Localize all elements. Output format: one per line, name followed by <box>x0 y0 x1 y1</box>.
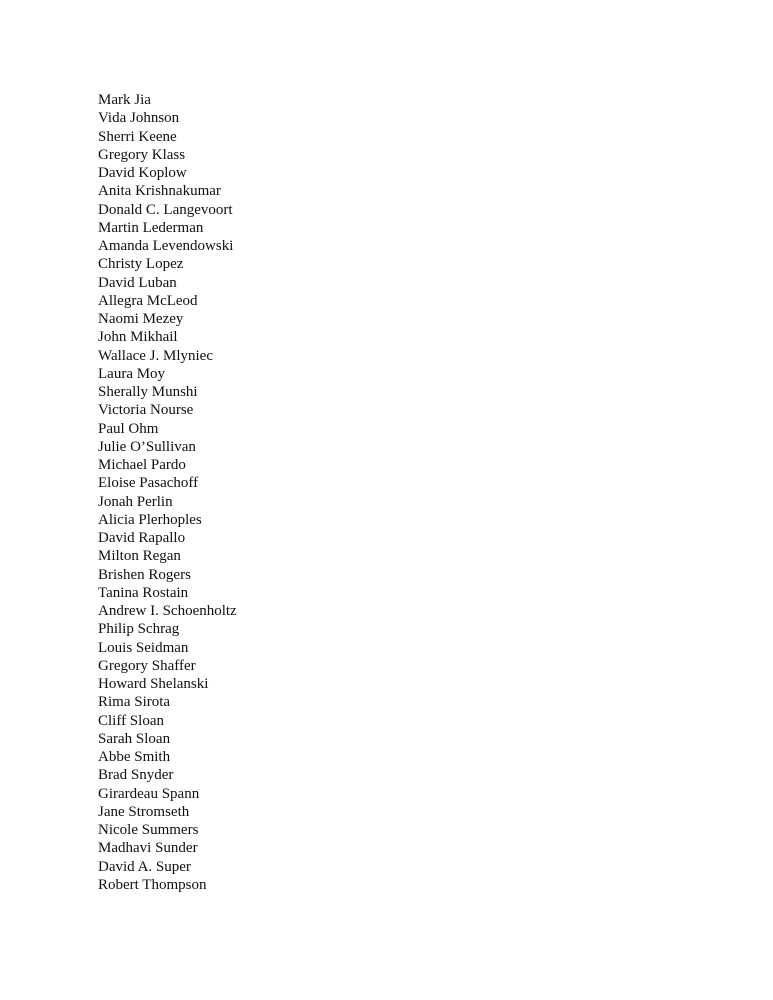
signatory-name: Mark Jia <box>98 92 151 108</box>
signatory-name: Michael Pardo <box>98 457 186 473</box>
signatory-name: Abbe Smith <box>98 749 171 765</box>
signatory-name: David A. Super <box>98 858 191 875</box>
signatory-name: Gregory Shaffer <box>98 657 196 674</box>
signatory-name: Gregory Klass <box>98 146 186 163</box>
signatory-name: Milton Regan <box>98 548 181 565</box>
signatory-name: Eloise Pasachoff <box>98 475 199 492</box>
signatory-name: Paul Ohm <box>98 420 159 437</box>
signatory-name: Brishen Rogers <box>98 566 191 583</box>
signatory-name: Andrew I. Schoenholtz <box>98 603 237 619</box>
signatory-name: Girardeau Spann <box>98 785 200 802</box>
signatory-name: David Luban <box>98 274 177 291</box>
signatory-name: Jane Stromseth <box>98 803 190 820</box>
signatory-name: Christy Lopez <box>98 256 184 273</box>
signatory-name: David Koplow <box>98 165 187 181</box>
signatory-name: John Mikhail <box>98 329 178 346</box>
signatory-name: Donald C. Langevoort <box>98 201 233 218</box>
signatory-name: Howard Shelanski <box>98 676 209 692</box>
signatory-name: Martin Lederman <box>98 219 204 236</box>
signatory-name: Sherally Munshi <box>98 384 198 400</box>
signatory-name: Sarah Sloan <box>98 730 171 747</box>
signatory-name: Anita Krishnakumar <box>98 183 221 200</box>
signatory-name: Vida Johnson <box>98 110 180 127</box>
signatory-name: Brad Snyder <box>98 767 174 784</box>
signatory-name: Naomi Mezey <box>98 311 184 327</box>
signatory-name: Alicia Plerhoples <box>98 511 202 528</box>
signatory-name: Sherri Keene <box>98 128 177 145</box>
signatory-name: Allegra McLeod <box>98 292 198 309</box>
signatory-name: Julie O’Sullivan <box>98 438 196 455</box>
signatory-name: Madhavi Sunder <box>98 840 198 857</box>
signatory-name: Nicole Summers <box>98 822 199 838</box>
signatory-name: Victoria Nourse <box>98 402 194 419</box>
signatory-name: Rima Sirota <box>98 694 171 711</box>
signatory-name: Jonah Perlin <box>98 493 173 510</box>
signatory-name: Cliff Sloan <box>98 712 164 729</box>
signatory-name-list <box>98 91 237 894</box>
signatory-name: Wallace J. Mlyniec <box>98 347 213 364</box>
signatory-name: Laura Moy <box>98 365 166 382</box>
signatory-name: Philip Schrag <box>98 621 180 638</box>
signatory-name: Louis Seidman <box>98 639 189 656</box>
signatory-name: Amanda Levendowski <box>98 238 234 254</box>
signatory-name: Robert Thompson <box>98 876 207 893</box>
signatory-name: David Rapallo <box>98 530 186 546</box>
signatory-name: Tanina Rostain <box>98 584 189 601</box>
